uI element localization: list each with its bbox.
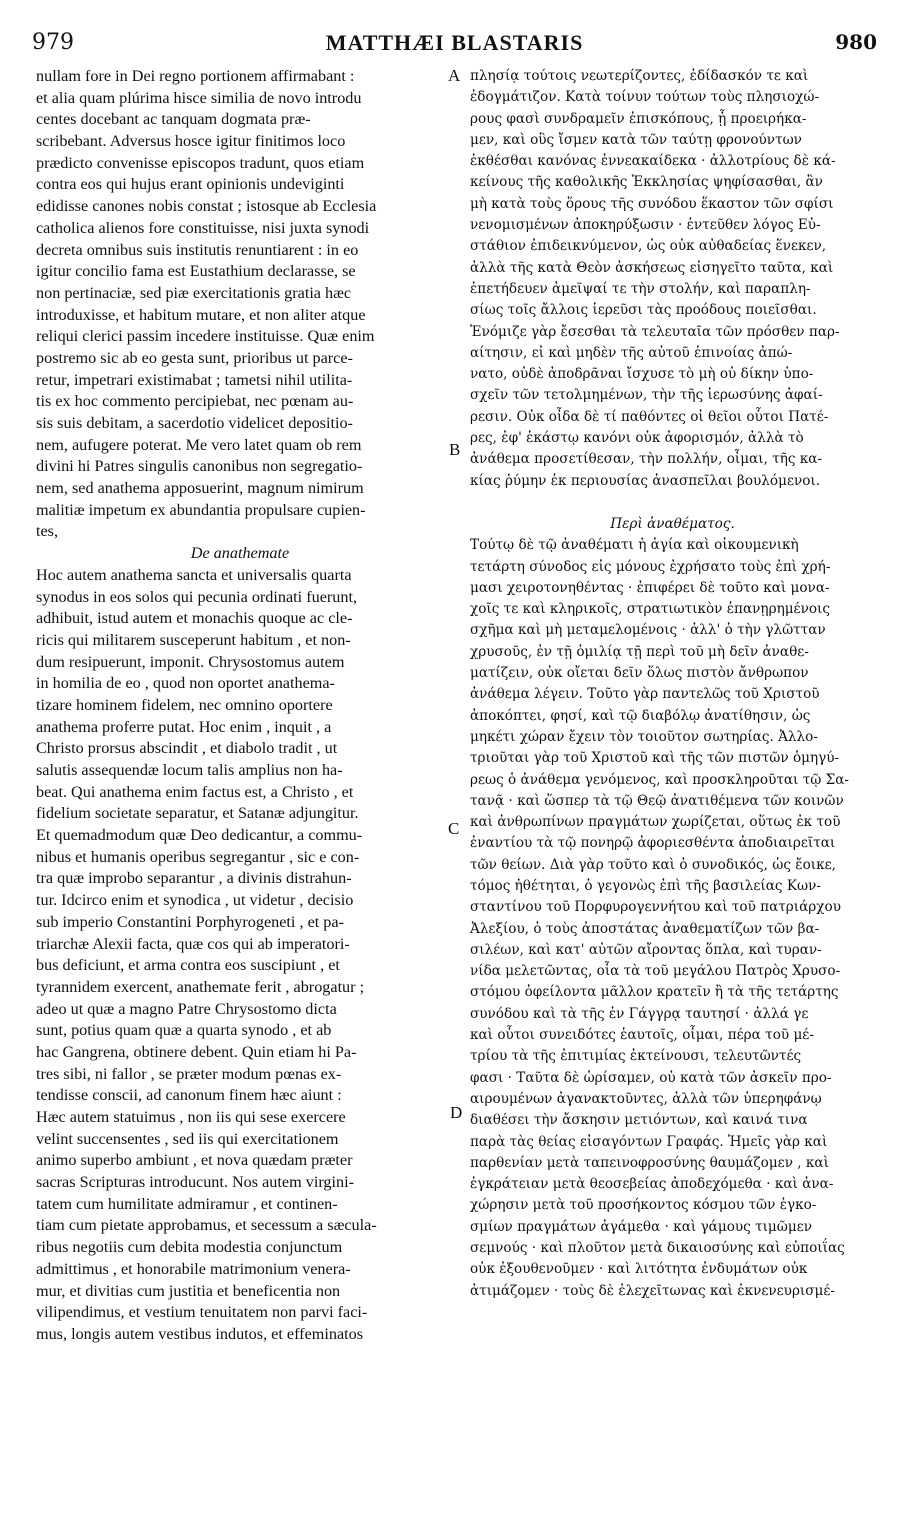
text-line: συνόδου καὶ τὰ τῆς ἐν Γάγγρᾳ ταυτησί · ἀλλά γε — [470, 1005, 809, 1022]
text-line: tres sibi, ni fallor , se præter modum pœnas ex- — [36, 1064, 342, 1083]
text-line: τριοῦται γὰρ τοῦ Χριστοῦ καὶ τῆς τῶν πιστῶν ὁμηγύ- — [470, 750, 840, 767]
text-line: sis suis debitam, a sacerdotio videlicet depositio- — [36, 414, 353, 432]
text-line: nem, aufugere poterat. Me vero latet quam ob rem — [36, 435, 362, 454]
text-line: αίτησιν, εἰ καὶ μηδὲν τῆς αὐτοῦ ἐπινοίας ἀπώ- — [470, 344, 793, 361]
text-line: πλησίᾳ τούτοις νεωτερίζοντες, ἐδίδασκόν τε καὶ — [470, 68, 809, 84]
text-line: σμίων πραγμάτων ἀγάμεθα · καὶ γάμους τιμῶμεν — [470, 1218, 812, 1235]
text-line: ἐπετήδευεν ἀμεῖψαί τε τὴν στολήν, καὶ παραπλη- — [470, 280, 811, 297]
text-line: postremo sic ab eo gesta sunt, prioribus ut parce- — [36, 348, 353, 367]
text-line: ἐναντίου τὰ τῷ πονηρῷ ἀφοριεσθέντα ἀποδιαιρεῖται — [470, 835, 836, 852]
text-line: anathema proferre putat. Hoc enim , inquit , a — [36, 717, 332, 736]
margin-marker-d: D — [450, 1103, 463, 1122]
text-line: ἐδογμάτιζον. Κατὰ τοίνυν τούτων τοὺς πλησιοχώ- — [470, 89, 820, 106]
greek-paragraph-2 — [470, 535, 875, 1302]
text-line: χρυσοῦς, ἐν τῇ ὁμιλίᾳ τῇ περὶ τοῦ μὴ δεῖν ἀναθε- — [470, 643, 809, 660]
text-line: divini hi Patres singulis canonibus non segregatio- — [36, 457, 363, 476]
text-line: beat. Qui anathema enim factus est, a Christo , et — [36, 782, 354, 801]
text-line: tizare hominem fidelem, nec omnino oportere — [36, 695, 333, 714]
text-line: fidelium societate separatur, et Satanæ adjungitur. — [36, 804, 359, 823]
text-line: synodus in eos solos qui pecunia ordinati fuerunt, — [36, 587, 358, 606]
greek-section-heading: Περὶ ἀναθέματος. — [610, 515, 735, 532]
text-line: ἀτιμάζομεν · τοὺς δὲ ἐλεχεῖτωνας καὶ ἐκνενευρισμέ- — [470, 1282, 836, 1299]
text-line: σχῆμα καὶ μὴ μεταμελομένοις · ἀλλ' ὁ τὴν γλῶτταν — [470, 622, 826, 639]
text-line: χοῖς τε καὶ κληρικοῖς, στρατιωτικὸν ἐπανῃρημένοις — [470, 601, 830, 618]
text-line: nibus et humanis operibus segregantur , sic e con- — [36, 847, 360, 866]
text-line: hac Gangrena, obtinere debent. Quin etiam hi Pa- — [36, 1042, 357, 1061]
text-line: ρους φασὶ συνδραμεῖν ἐπισκόπους, ᾗ προειρήκα- — [470, 110, 807, 127]
text-line: τῶν θείων. Διὰ γὰρ τοῦτο καὶ ὁ συνοδικός, ὡς ἔοικε, — [470, 856, 836, 873]
text-line: mur, et divitias cum justitia et beneficentia non — [36, 1281, 341, 1300]
text-line: νενομισμένων ἀποκηρύξωσιν · ἐντεῦθεν λόγος Εὐ- — [470, 217, 821, 234]
running-title: MATTHÆI BLASTARIS — [325, 30, 584, 55]
text-line: σιλέων, καὶ κατ' αὐτῶν αἴροντας ὅπλα, καὶ τυραν- — [470, 941, 822, 958]
text-line: salutis assequendæ locum talis amplius non ha- — [36, 761, 343, 779]
text-line: bus deficiunt, et arma contra eos suscipiunt , et — [36, 956, 340, 975]
text-line: οὐκ ἐξουθενοῦμεν · καὶ λιτότητα ἐνδυμάτων οὐκ — [470, 1261, 808, 1278]
text-line: adeo ut quæ a magno Patre Chrysostomo dicta — [36, 999, 337, 1018]
text-line: introduxisse, et habitum mutare, et non aliter atque — [36, 305, 366, 324]
text-line: sacras Scripturas introducunt. Nos autem virgini- — [36, 1173, 354, 1192]
text-line: κείνους τῆς καθολικῆς Ἐκκλησίας ψηφίσασθαι, ἂν — [470, 174, 823, 191]
text-line: tes, — [36, 522, 59, 541]
text-line: tendisse conscii, ad canonum finem hæc aiunt : — [36, 1086, 342, 1105]
latin-paragraph-1 — [36, 66, 444, 543]
margin-marker-b: B — [449, 440, 461, 459]
text-line: ricis qui militarem susceperunt habitum , et non- — [36, 630, 351, 649]
text-line: et alia quam plúrima hisce similia de novo introdu — [36, 88, 362, 107]
text-line: σταντίνου τοῦ Πορφυρογεννήτου καὶ τοῦ πατριάρχου — [470, 899, 841, 916]
greek-paragraph-1 — [470, 66, 875, 492]
text-line: nullam fore in Dei regno portionem affirmabant : — [36, 67, 355, 85]
text-line: ἐκθέσθαι κανόνας ἐννεακαίδεκα · ἀλλοτρίους δὲ κά- — [470, 153, 836, 170]
text-line: τόμος ἠθέτηται, ὁ γεγονὼς ἐπὶ τῆς βασιλείας Κων- — [470, 877, 821, 894]
text-line: velint succensentes , sed iis qui exercitationem — [36, 1129, 339, 1148]
text-line: παρὰ τὰς θείας εἰσαγόντων Γραφάς. Ἡμεῖς γὰρ καὶ — [470, 1133, 828, 1150]
text-line: νατο, οὐδὲ ἀποδρᾶναι ἴσχυσε τὸ μὴ οὐ δίκην ὑπο- — [470, 366, 814, 383]
text-line: adhibuit, istud autem et monachis quoque ac cle- — [36, 609, 353, 628]
greek-spacer — [470, 492, 875, 514]
text-line: ἀποκόπτει, φησί, καὶ τῷ διαβόλῳ ἀνατίθησιν, ὡς — [470, 707, 811, 724]
text-line: Hæc autem statuimus , non iis qui sese exercere — [36, 1108, 346, 1126]
text-line: διαθέσει τὴν ἄσκησιν μετιόντων, καὶ καινά τινα — [470, 1112, 808, 1129]
text-line: Ἐνόμιζε γὰρ ἔσεσθαι τὰ τελευταῖα τῶν πρόσθεν παρ- — [470, 323, 840, 340]
text-line: malitiæ impetum ex abundantia propulsare cupien- — [36, 500, 366, 519]
text-line: vilipendimus, et vestium tenuitatem non parvi faci- — [36, 1303, 368, 1322]
text-line: καὶ ἀνθρωπίνων πραγμάτων χωρίζεται, οὕτως ἐκ τοῦ — [470, 814, 841, 831]
text-line: σχεῖν τῶν τετολμημένων, τὴν τῆς ἱερωσύνης ἀφαί- — [470, 387, 823, 404]
text-line: παρθενίαν μετὰ ταπεινοφροσύνης θαυμάζομεν , καὶ — [470, 1154, 829, 1171]
text-line: nem, sed anathema apposuerint, magnum nimirum — [36, 479, 364, 498]
margin-marker-a: A — [448, 66, 461, 85]
text-line: ρεσιν. Οὐκ οἶδα δὲ τί παθόντες οἱ θεῖοι οὗτοι Πατέ- — [470, 408, 829, 425]
text-line: Hoc autem anathema sancta et universalis quarta — [36, 565, 352, 584]
text-line: decreta omnibus suis institutis renuntiarent : in eo — [36, 240, 359, 259]
text-line: Christo prorsus abscindit , et diabolo tradit , ut — [36, 739, 338, 758]
text-line: admittimus , et honorabile matrimonium venera- — [36, 1259, 351, 1278]
text-line: sub imperio Constantini Porphyrogeneti , et pa- — [36, 912, 344, 931]
text-line: Et quemadmodum quæ Deo dedicantur, a commu- — [36, 826, 363, 845]
text-line: ἀνάθεμα λέγειν. Τοῦτο γὰρ παντελῶς τοῦ Χριστοῦ — [470, 686, 820, 703]
text-line: igitur concilio fama est Eustathium declarasse, se — [36, 262, 356, 281]
left-page-number: 979 — [32, 30, 74, 55]
text-line: tra quæ improbo separantur , a divinis distrahun- — [36, 869, 352, 888]
text-line: ἀλλὰ τῆς κατὰ Θεὸν ἀσκήσεως εἰσηγεῖτο ταῦτα, καὶ — [470, 259, 834, 276]
text-line: reliqui clerici passim incedere instituisse. Quæ enim — [36, 327, 375, 346]
text-line: μεν, καὶ οὓς ἴσμεν κατὰ τῶν ταύτῃ φρονούντων — [470, 131, 802, 148]
text-line: αιρουμένων ἀγανακτοῦντες, ἀλλὰ τῶν ὑπερηφάνῳ — [470, 1090, 822, 1107]
text-line: prædicto convenisse episcopos tradunt, quos etiam — [36, 153, 365, 172]
margin-marker-c: C — [448, 819, 460, 838]
text-line: tur. Idcirco enim et synodica , ut videtur , decisio — [36, 891, 354, 910]
text-line: centes docebant ac tanquam dogmata præ- — [36, 110, 311, 129]
text-line: μασι χειροτονηθέντας · ἐπιφέρει δὲ τοῦτο καὶ μονα- — [470, 579, 830, 596]
text-line: non pertinaciæ, sed piæ exercitationis gratia hæc — [36, 283, 352, 302]
text-line: tatem cum humilitate admiramur , et continen- — [36, 1194, 338, 1213]
text-line: dum resipuerunt, imponit. Chrysostomus autem — [36, 652, 345, 671]
text-line: ματίζειν, οὐκ οἴεται δεῖν ὅλως πιστὸν ἄνθρωπον — [470, 665, 809, 682]
text-line: mus, longis autem vestibus indutos, et effeminatos — [36, 1324, 364, 1343]
text-line: sunt, potius quam quæ a quarta synodo , et ab — [36, 1021, 332, 1040]
text-line: tyrannidem exercent, anathemate ferit , abrogatur ; — [36, 977, 365, 996]
text-line: τρίου τὰ τῆς ἐπιτιμίας ἐκτείνουσι, τελευτῶντές — [470, 1048, 802, 1065]
latin-column — [36, 66, 444, 1346]
text-line: μηκέτι χώραν ἔχειν τὸν τοιοῦτον σωτηρίας. Ἀλλο- — [470, 728, 818, 745]
text-line: ἐγκράτειαν μετὰ θεοσεβείας ἀποδεχόμεθα · καὶ ἀνα- — [470, 1176, 834, 1193]
text-line: φασι · Ταῦτα δὲ ὡρίσαμεν, οὐ κατὰ τῶν ἀσκεῖν προ- — [470, 1069, 832, 1086]
text-line: ρες, ἐφ' ἑκάστῳ κανόνι οὐκ ἀφορισμόν, ἀλλὰ τὸ — [470, 430, 804, 447]
text-line: ribus negotiis cum debita modestia conjunctum — [36, 1238, 343, 1257]
text-line: καὶ οὗτοι συνειδότες ἑαυτοῖς, οἶμαι, πέρα τοῦ μέ- — [470, 1027, 814, 1044]
greek-column — [470, 66, 875, 1302]
text-line: Τούτῳ δὲ τῷ ἀναθέματι ἡ ἁγία καὶ οἰκουμενικὴ — [470, 537, 799, 554]
text-line: τετάρτη σύνοδος εἰς μόνους ἐχρήσατο τοὺς ἐπὶ χρή- — [470, 558, 831, 575]
text-line: ἀνάθεμα προσετίθεσαν, τὴν πολλήν, οἶμαι, τῆς κα- — [470, 451, 823, 468]
text-line: τανᾷ · καὶ ὥσπερ τὰ τῷ Θεῷ ἀνατιθέμενα τῶν κοινῶν — [470, 792, 844, 809]
text-line: contra eos qui hujus erant opinionis undeviginti — [36, 175, 345, 194]
latin-section-heading: De anathemate — [190, 544, 290, 563]
page-header — [32, 30, 877, 64]
text-line: animo superbo ambiunt , et nova quædam præter — [36, 1151, 353, 1170]
right-page-number: 980 — [835, 30, 877, 54]
text-line: σεμνούς · καὶ πλοῦτον μετὰ δικαιοσύνης καὶ εὐποιΐας — [470, 1240, 845, 1257]
text-line: retur, impetrari existimabat ; tametsi nihil utilita- — [36, 370, 353, 389]
text-line: Ἀλεξίου, ὁ τοὺς ἀποστάτας ἀναθεματίζων τῶν βα- — [470, 920, 820, 937]
text-line: scribebant. Adversus hosce igitur finitimos loco — [36, 132, 346, 151]
text-line: στάθιον ἐπιδεικνύμενον, ὡς οὐκ αὐθαδείας ἕνεκεν, — [470, 238, 827, 255]
text-line: tiam cum pietate approbamus, et secessum a sæcula- — [36, 1216, 377, 1235]
text-line: μὴ κατὰ τοὺς ὅρους τῆς συνόδου ἕκαστον τῶν σφίσι — [470, 195, 834, 212]
text-line: edidisse canones nobis constat ; istosque ab Ecclesia — [36, 197, 377, 216]
latin-paragraph-2 — [36, 565, 444, 1346]
text-line: νίδα μελετῶντας, οἷα τὰ τοῦ μεγάλου Πατρὸς Χρυσο- — [470, 963, 841, 980]
text-line: στόμου ὀφείλοντα μᾶλλον κρατεῖν ἢ τὰ τῆς τετάρτης — [470, 984, 839, 1001]
text-line: κίας ῥύμην ἐκ περιουσίας ἀνασπεῖλαι βουλόμενοι. — [470, 472, 821, 489]
text-line: triarchæ Alexii facta, quæ cos qui ab imperatori- — [36, 934, 350, 953]
text-line: χώρησιν μετὰ τοῦ προσήκοντος κόσμου τῶν ἐγκο- — [470, 1197, 817, 1214]
text-line: ρεως ὁ ἀνάθεμα γενόμενος, καὶ προσκληροῦται τῷ Σα- — [470, 771, 850, 788]
text-line: catholica alienos fore constituisse, nisi juxta synodi — [36, 218, 370, 237]
text-line: σίως τοῖς ἄλλοις ἱερεῦσι τὰς προόδους ποιεῖσθαι. — [470, 302, 817, 319]
text-line: tis ex hoc commento percipiebat, nec pœnam au- — [36, 392, 354, 411]
text-line: in homilia de eo , quod non oportet anathema- — [36, 674, 335, 693]
